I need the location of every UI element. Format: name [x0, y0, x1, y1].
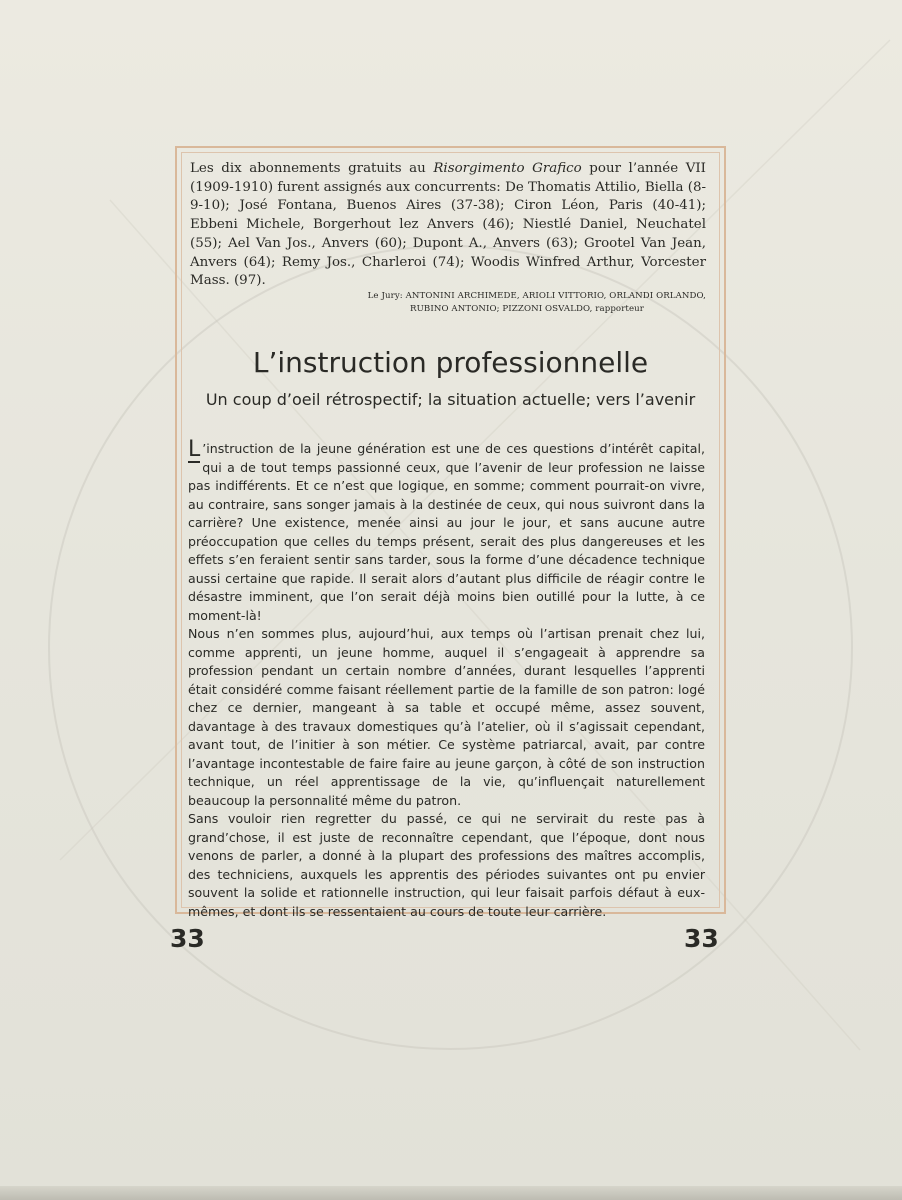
- paragraph-1-text: ’instruction de la jeune génération est une de ces questions d’intérêt capital, qui a de tout temps passionné ceux, que l’avenir de leur profession ne laisse pas indifférents. Et ce n’est que logique, en somme; comment pourrait-on vivre, au contraire, sans songer jamais à la destinée de ceux, qui nous suivront dans la carrière? Une existence, menée ainsi au jour le jour, et sans aucune autre préoccupation que celles du temps présent, serait des plus dangereuses et les effets s’en feraient sentir sans tarder, sous la forme d’une décadence technique aussi certaine que rapide. Il serait alors d’autant plus difficile de réagir contre le désastre imminent, que l’on serait déjà moins bien outillé pour la lutte, à ce moment-là!: [188, 441, 705, 623]
- jury-signature: [300, 290, 706, 316]
- page-bottom-edge: [0, 1186, 902, 1200]
- subscription-notice: [190, 160, 706, 291]
- paragraph-3: Sans vouloir rien regretter du passé, ce qui ne servirait du reste pas à grand’chose, il est juste de reconnaître cependant, que l’époque, dont nous venons de parler, a donné à la plupart des professions des maîtres accomplis, des techniciens, auxquels les apprentis des périodes suivantes ont pu envier souvent la solide et rationnelle instruction, qui leur faisait parfois défaut à eux-mêmes, et dont ils se ressentaient au cours de toute leur carrière.: [188, 811, 705, 919]
- journal-name: Risorgimento Grafico: [433, 161, 582, 176]
- page-number-left: 33: [170, 924, 205, 953]
- article-body: [188, 437, 705, 921]
- paragraph-1: [188, 437, 705, 625]
- paragraph-2: Nous n’en sommes plus, aujourd’hui, aux temps où l’artisan prenait chez lui, comme apprenti, un jeune homme, auquel il s’engageait à apprendre sa profession pendant un certain nombre d’années, durant lesquelles l’apprenti était considéré comme faisant réellement partie de la famille de son patron: logé chez ce dernier, mangeant à sa table et occupé même, assez souvent, davantage à des travaux domestiques qu’à l’atelier, où il s’agissait cependant, avant tout, de l’initier à son métier. Ce système patriarcal, avait, par contre l’avantage incontestable de faire faire au jeune garçon, à côté de son instruction technique, un réel apprentissage de la vie, qu’influençait naturellement beaucoup la personnalité même du patron.: [188, 626, 705, 808]
- article-subtitle: Un coup d’oeil rétrospectif; la situation actuelle; vers l’avenir: [205, 390, 696, 409]
- page-number-right: 33: [684, 924, 719, 953]
- notice-suffix: pour l’année VII (1909-1910) furent assignés aux concurrents: De Thomatis Attilio, Biella (8-9-10); José Fontana, Buenos Aires (37-38); Ciron Léon, Paris (40-41); Ebbeni Michele, Borgerhout lez Anvers (46); Niestlé Daniel, Neuchatel (55); Ael Van Jos., Anvers (60); Dupont A., Anvers (63); Grootel Van Jean, Anvers (64); Remy Jos., Charleroi (74); Woodis Winfred Arthur, Vorcester Mass. (97).: [190, 161, 706, 289]
- jury-line-1: Le Jury: ANTONINI ARCHIMEDE, ARIOLI VITTORIO, ORLANDI ORLANDO,: [367, 291, 706, 301]
- drop-cap: L: [188, 437, 201, 462]
- article-title: L’instruction professionnelle: [252, 346, 649, 379]
- notice-prefix: Les dix abonnements gratuits au: [190, 161, 434, 176]
- jury-line-2: RUBINO ANTONIO; PIZZONI OSVALDO, rapporteur: [410, 304, 644, 314]
